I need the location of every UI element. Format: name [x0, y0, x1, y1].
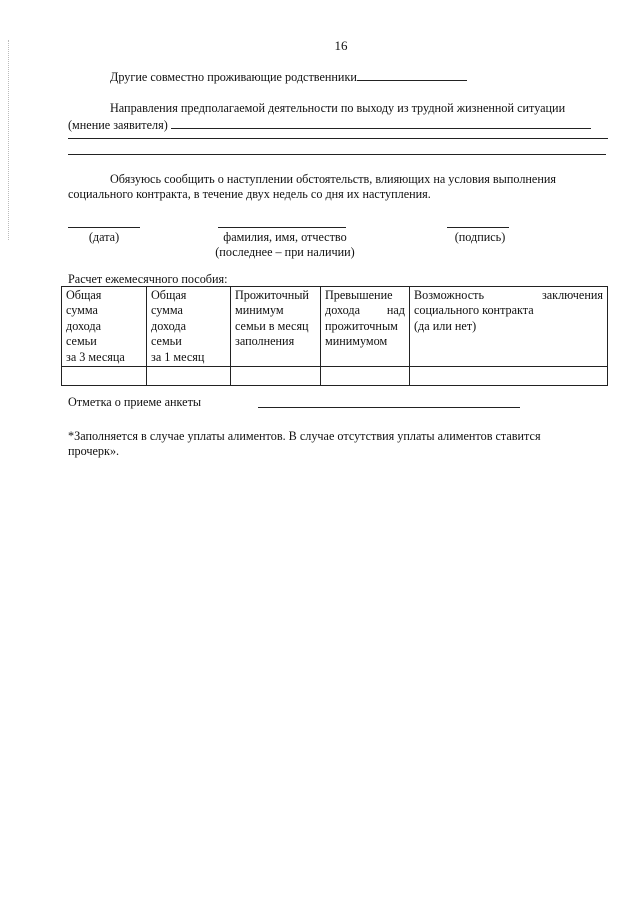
calc-input-row	[62, 366, 608, 385]
directions-blank-3[interactable]	[68, 154, 606, 155]
footnote	[68, 429, 588, 460]
col-income-1-month: Общая сумма дохода семьи за 1 месяц	[147, 287, 231, 367]
sign-label: (подпись)	[454, 230, 506, 244]
relatives-row	[110, 68, 467, 85]
date-label: (дата)	[88, 230, 120, 244]
col-contract-possibility: Возможность заключения социального контракта (да или нет)	[410, 287, 608, 367]
directions-paragraph	[68, 101, 611, 134]
obligation-last-line: социального контракта, в течение двух недель со дня их наступления.	[68, 187, 431, 202]
name-label-line1: фамилия, имя, отчество	[223, 230, 347, 244]
left-margin-marks	[8, 40, 9, 240]
input-income-1-month[interactable]	[147, 366, 231, 385]
input-income-3-months[interactable]	[62, 366, 147, 385]
directions-last-row	[68, 116, 611, 133]
directions-blank-2[interactable]	[68, 138, 608, 139]
receipt-line[interactable]	[258, 407, 520, 408]
relatives-label: Другие совместно проживающие родственники	[110, 70, 357, 84]
receipt-label: Отметка о приеме анкеты	[68, 395, 202, 409]
relatives-blank[interactable]	[357, 68, 467, 81]
calc-header-row	[62, 287, 608, 367]
name-line[interactable]	[218, 227, 346, 228]
directions-text: Направления предполагаемой деятельности по выходу из трудной жизненной ситуации	[110, 101, 566, 115]
col-subsistence-minimum: Прожиточный минимум семьи в месяц заполнения	[231, 287, 321, 367]
page-number: 16	[334, 38, 348, 53]
directions-blank-1[interactable]	[171, 116, 591, 129]
obligation-paragraph	[68, 172, 611, 203]
input-income-excess[interactable]	[321, 366, 410, 385]
footnote-line2: прочерк».	[68, 444, 120, 459]
input-contract-possibility[interactable]	[410, 366, 608, 385]
date-line[interactable]	[68, 227, 140, 228]
calc-table	[61, 286, 608, 386]
name-label-line2: (последнее – при наличии)	[215, 245, 355, 260]
obligation-text: Обязуюсь сообщить о наступлении обстоятельств, влияющих на условия выполнения	[110, 172, 556, 186]
directions-last-line: (мнение заявителя)	[68, 118, 168, 133]
signature-line[interactable]	[447, 227, 509, 228]
col-income-excess: Превышение дохода над прожиточным минимумом	[321, 287, 410, 367]
name-label	[180, 230, 390, 261]
calc-title: Расчет ежемесячного пособия:	[68, 272, 228, 286]
input-subsistence-minimum[interactable]	[231, 366, 321, 385]
footnote-line1: *Заполняется в случае уплаты алиментов. В случае отсутствия уплаты алиментов ставится	[68, 429, 541, 443]
col-income-3-months: Общая сумма дохода семьи за 3 месяца	[62, 287, 147, 367]
